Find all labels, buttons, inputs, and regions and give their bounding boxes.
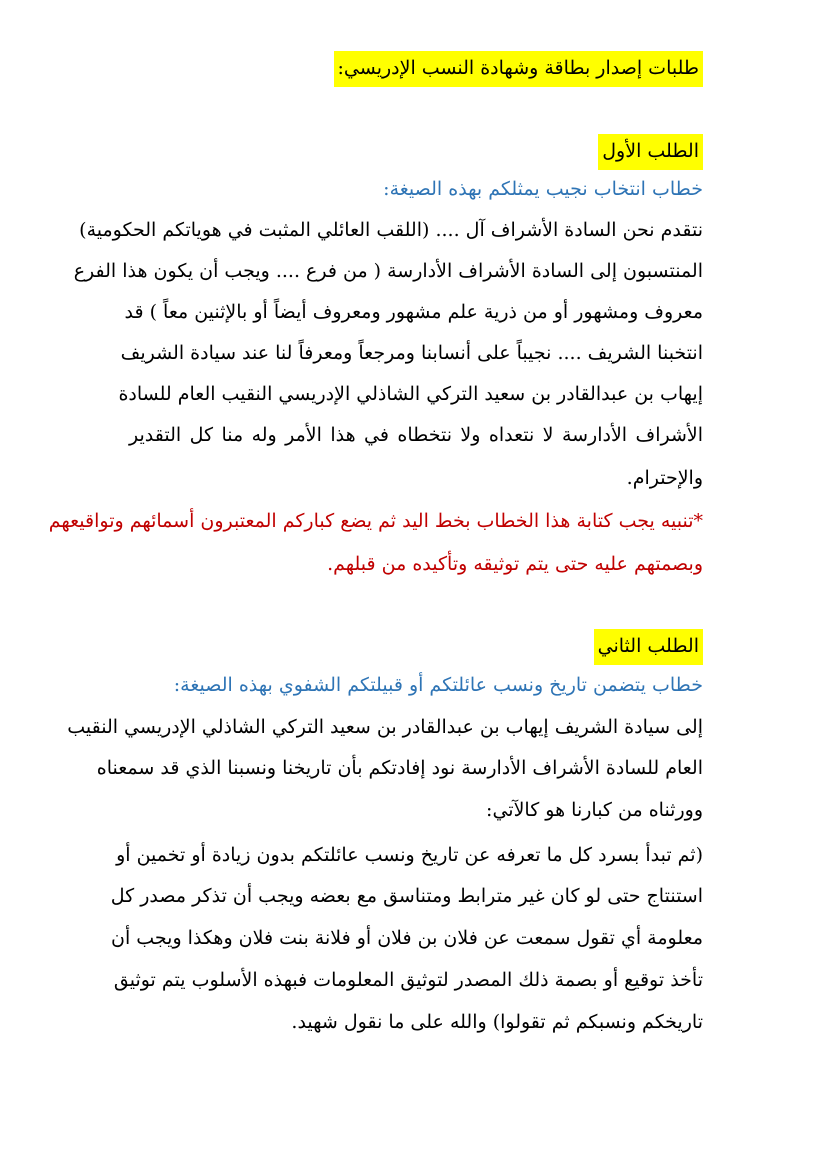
request1-heading: الطلب الأول	[598, 138, 703, 164]
request1-subheading: خطاب انتخاب نجيب يمثلكم بهذه الصيغة:	[383, 178, 703, 200]
request2-heading: الطلب الثاني	[594, 633, 703, 659]
request1-line: المنتسبون إلى السادة الأشراف الأدارسة ( من فرع .... ويجب أن يكون هذا الفرع	[73, 260, 703, 282]
request2-line: إلى سيادة الشريف إيهاب بن عبدالقادر بن سعيد التركي الشاذلي الإدريسي النقيب	[67, 716, 703, 738]
request2-subheading: خطاب يتضمن تاريخ ونسب عائلتكم أو قبيلتكم الشفوي بهذه الصيغة:	[173, 674, 703, 696]
request1-note: وبصمتهم عليه حتى يتم توثيقه وتأكيده من قبلهم.	[327, 553, 703, 575]
request1-line: نتقدم نحن السادة الأشراف آل .... (اللقب العائلي المثبت في هوياتكم الحكومية)	[79, 219, 703, 241]
request1-line: الأشراف الأدارسة لا نتعداه ولا نتخطاه في هذا الأمر وله منا كل التقدير	[129, 424, 703, 446]
request2-line: استنتاج حتى لو كان غير مترابط ومتناسق مع بعضه ويجب أن تذكر مصدر كل	[110, 885, 703, 907]
request2-line: معلومة أي تقول سمعت عن فلان بن فلان أو فلانة بنت فلان وهكذا ويجب أن	[110, 927, 703, 949]
document-title: طلبات إصدار بطاقة وشهادة النسب الإدريسي:	[334, 55, 703, 81]
request1-note: *تنبيه يجب كتابة هذا الخطاب بخط اليد ثم يضع كباركم المعتبرون أسمائهم وتواقيعهم	[48, 510, 703, 532]
request1-line: معروف ومشهور أو من ذرية علم مشهور ومعروف أيضاً أو بالإثنين معاً ) قد	[124, 301, 703, 323]
request2-line: (ثم تبدأ بسرد كل ما تعرفه عن تاريخ ونسب عائلتكم بدون زيادة أو تخمين أو	[116, 844, 703, 866]
request1-line: انتخبنا الشريف .... نجيباً على أنسابنا ومرجعاً ومعرفاً لنا عند سيادة الشريف	[120, 342, 703, 364]
request2-line: العام للسادة الأشراف الأدارسة نود إفادتكم بأن تاريخنا ونسبنا الذي قد سمعناه	[96, 757, 703, 779]
request2-line: وورثناه من كبارنا هو كالآتي:	[486, 799, 703, 821]
request2-line: تاريخكم ونسبكم ثم تقولوا) والله على ما نقول شهيد.	[291, 1011, 703, 1033]
request1-line: إيهاب بن عبدالقادر بن سعيد التركي الشاذلي الإدريسي النقيب العام للسادة	[118, 383, 703, 405]
request2-line: تأخذ توقيع أو بصمة ذلك المصدر لتوثيق المعلومات فبهذه الأسلوب يتم توثيق	[113, 969, 703, 991]
request1-line: والإحترام.	[626, 467, 703, 489]
